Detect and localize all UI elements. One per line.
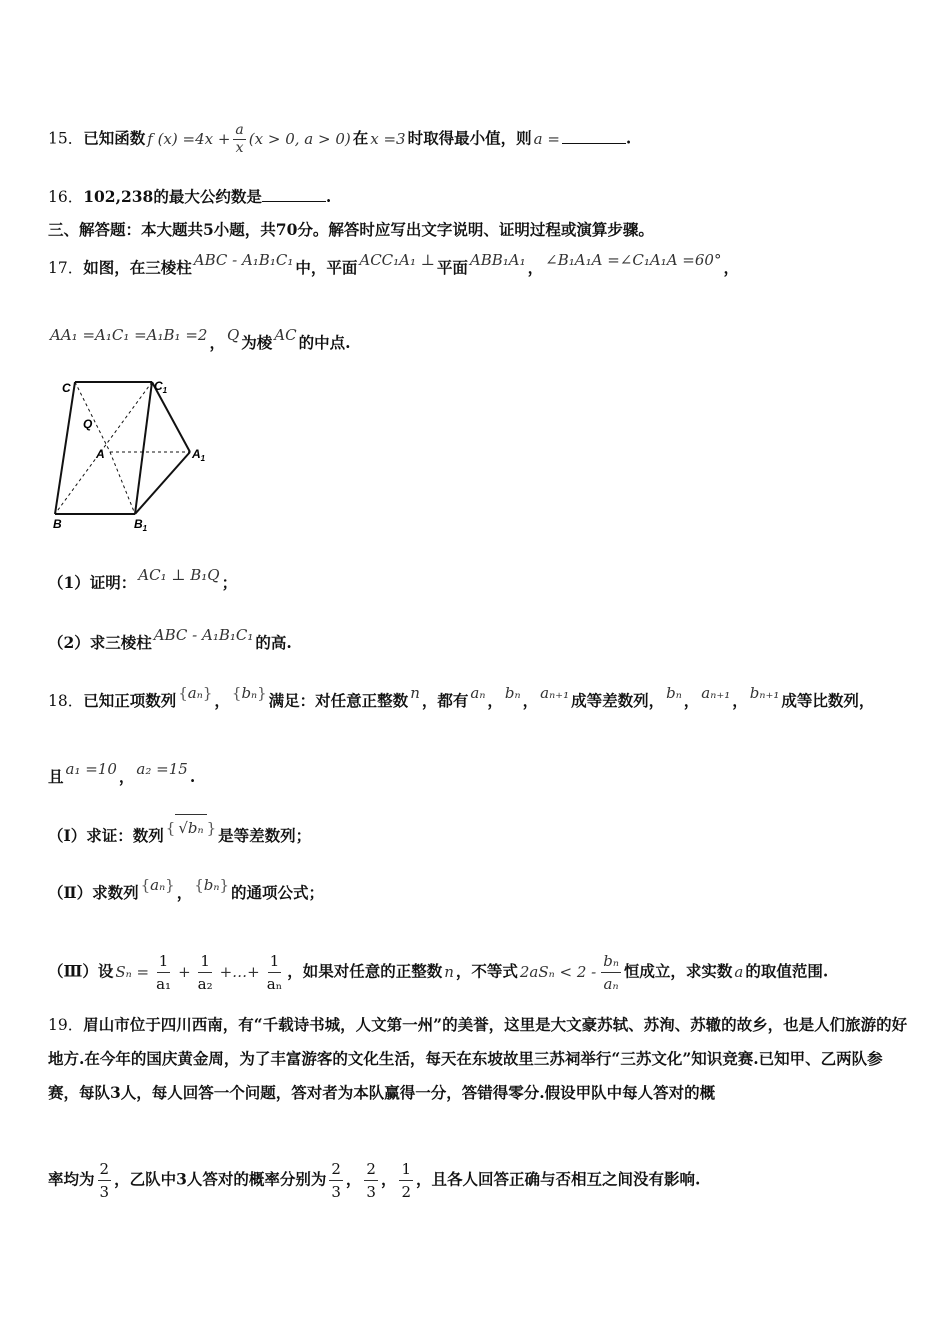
answer-blank	[262, 185, 326, 202]
section-heading: 三、解答题：本大题共5小题，共70分。解答时应写出文字说明、证明过程或演算步骤。	[48, 220, 654, 239]
label-Q: Q	[83, 417, 93, 431]
question-17: 17．如图，在三棱柱 ABC - A₁B₁C₁ 中，平面 ACC₁A₁ ⊥ 平面 ABB₁A₁ ， ∠B₁A₁A =∠C₁A₁A =60° ，	[48, 251, 739, 277]
label-C: C	[62, 381, 71, 395]
question-number: 19．	[48, 1016, 84, 1034]
q18-part-1: （Ⅰ）求证：数列 { √bₙ } 是等差数列；	[48, 822, 906, 849]
question-number: 16．	[48, 188, 84, 206]
question-number: 18．	[48, 692, 84, 710]
q17-part-2: （2）求三棱柱 ABC - A₁B₁C₁ 的高.	[48, 626, 292, 652]
math-function: f (x) =4x + $\frac{a}{x}$ (x > 0, a > 0)	[147, 122, 351, 156]
label-C1: $C_1$	[154, 379, 168, 395]
question-18: 18．已知正项数列 {aₙ} ， {bₙ} 满足：对任意正整数 n ，都有 aₙ ， bₙ ， aₙ₊₁ 成等差数列， bₙ ， aₙ₊₁ ， bₙ₊₁ 成等比数列，	[48, 684, 875, 710]
question-19-cont: 率均为 $\frac{2}{3}$ ，乙队中3人答对的概率分别为 $\frac{2}{3}$ ， $\frac{2}{3}$ ， $\frac{1}{2}$ ，且各人回答正确与否相互之间没有影响.	[48, 1160, 701, 1201]
question-number: 17．	[48, 259, 84, 277]
q18-part-2: （Ⅱ）求数列 {aₙ} ， {bₙ} 的通项公式；	[48, 876, 325, 902]
q18-part-3: （Ⅲ）设 Sₙ = $\frac{1}{\text{a₁}}$ + $\frac{1}{\text{a₂}}$ +…+ $\frac{1}{\text{aₙ}}$ ，如果对任意的正整数 n ，不等式 2aSₙ < 2 - $\frac{\text{bₙ}}{\text{aₙ}}$ 恒成立，求实数 a 的取值范围.	[48, 952, 829, 993]
label-A1: $A_1$	[192, 447, 206, 463]
question-17-cont: AA₁ =A₁C₁ =A₁B₁ =2 ， Q 为棱 AC 的中点.	[50, 326, 351, 352]
question-number: 15．	[48, 129, 84, 148]
prism-figure	[40, 372, 220, 532]
question-15: 15．已知函数 f (x) =4x + $\frac{a}{x}$ (x > 0, a > 0) 在 x =3 时取得最小值，则 a = .	[48, 122, 632, 156]
question-16: 16．102,238的最大公约数是 .	[48, 187, 332, 206]
answer-blank	[562, 127, 626, 144]
question-19: 19．眉山市位于四川西南，有“千载诗书城，人文第一州”的美誉，这里是大文豪苏轼、苏洵、苏辙的故乡，也是人们旅游的好地方.在今年的国庆黄金周，为了丰富游客的文化生活，每天在东坡故里三苏祠举行“三苏文化”知识竞赛.已知甲、乙两队参赛，每队3人，每人回答一个问题，答对者为本队赢得一分，答错得零分.假设甲队中每人答对的概	[48, 1015, 908, 1102]
q17-part-1: （1）证明： AC₁ ⊥ B₁Q ；	[48, 566, 238, 592]
label-B1: $B_1$	[134, 517, 148, 532]
question-18-cont: 且 a₁ =10 ， a₂ =15 .	[48, 760, 196, 786]
label-B: B	[53, 517, 62, 531]
label-A: A	[96, 447, 105, 461]
